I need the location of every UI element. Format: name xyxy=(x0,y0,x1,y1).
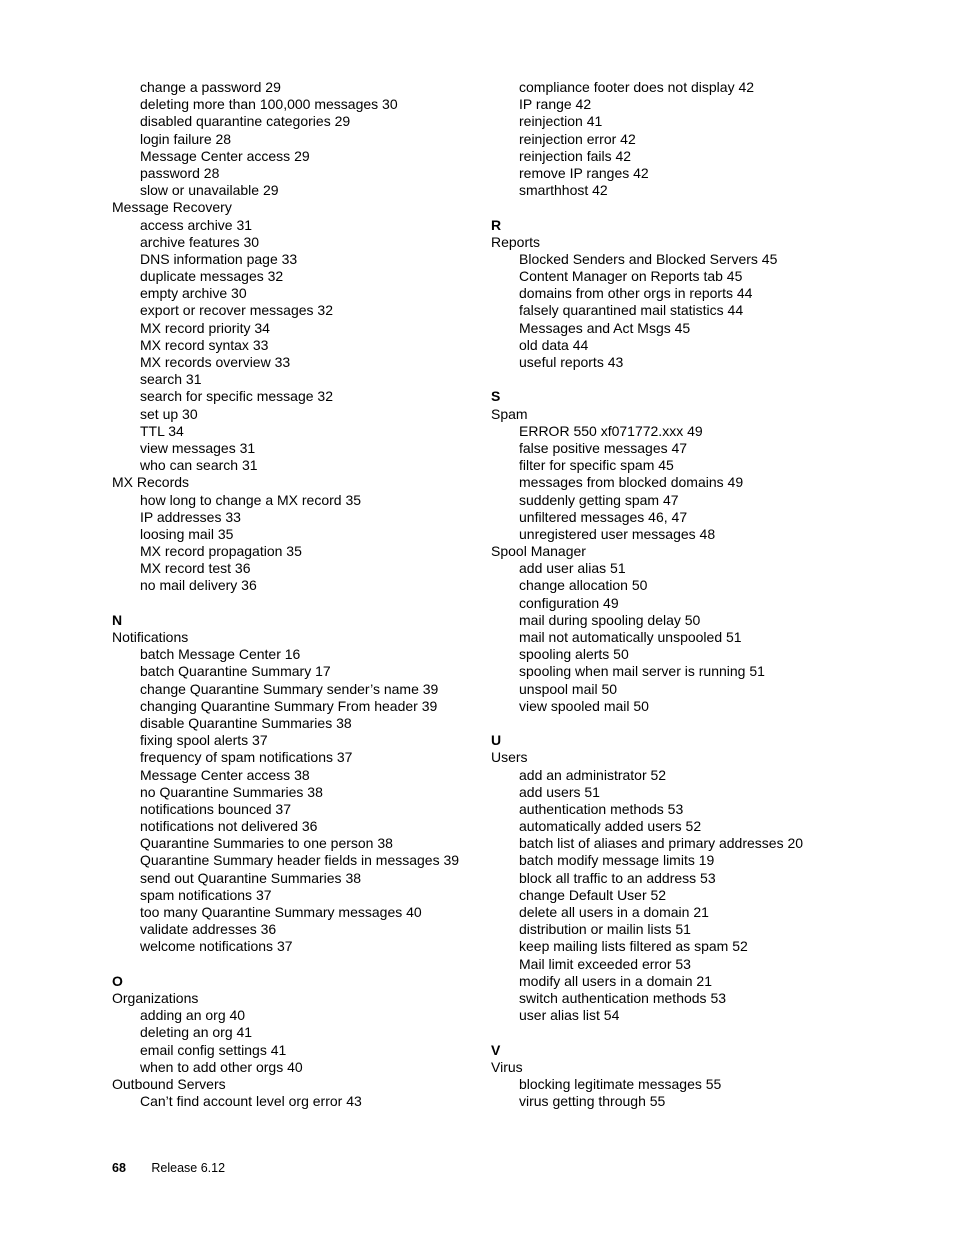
index-subentry: view spooled mail 50 xyxy=(519,697,649,714)
index-subentry: add an administrator 52 xyxy=(519,766,667,783)
index-subentry: mail not automatically unspooled 51 xyxy=(519,629,742,645)
index-subentry: fixing spool alerts 37 xyxy=(140,732,268,749)
index-subentry: distribution or mailin lists 51 xyxy=(519,921,691,938)
index-subentry: compliance footer does not display 42 xyxy=(519,79,755,95)
index-subentry: add users 51 xyxy=(519,783,600,800)
index-section-letter: R xyxy=(491,216,502,233)
index-spacer xyxy=(491,371,831,388)
index-subentry: unfiltered messages 46, 47 xyxy=(519,508,688,525)
index-entry: Notifications xyxy=(112,629,189,645)
index-subentry: password 28 xyxy=(140,164,220,181)
index-subentry: Message Center access 29 xyxy=(140,147,310,164)
index-subentry: Blocked Senders and Blocked Servers 45 xyxy=(519,250,778,267)
index-subentry: disable Quarantine Summaries 38 xyxy=(140,714,352,731)
index-subentry: slow or unavailable 29 xyxy=(140,182,279,199)
index-entry: MX Records xyxy=(112,474,190,491)
index-subentry: change Default User 52 xyxy=(519,886,667,903)
index-subentry: spam notifications 37 xyxy=(140,886,272,903)
index-subentry: send out Quarantine Summaries 38 xyxy=(140,869,362,886)
index-subentry: view messages 31 xyxy=(140,439,256,456)
index-subentry: change a password 29 xyxy=(140,79,281,95)
index-spacer xyxy=(491,1024,831,1041)
index-subentry: validate addresses 36 xyxy=(140,921,277,938)
index-right-column xyxy=(491,79,831,1110)
index-subentry: batch modify message limits 19 xyxy=(519,852,715,869)
index-subentry: Content Manager on Reports tab 45 xyxy=(519,268,743,285)
index-subentry: Mail limit exceeded error 53 xyxy=(519,955,691,972)
index-subentry: configuration 49 xyxy=(519,594,619,611)
index-subentry: loosing mail 35 xyxy=(140,525,234,542)
index-subentry: keep mailing lists filtered as spam 52 xyxy=(519,938,748,955)
index-subentry: notifications not delivered 36 xyxy=(140,818,318,835)
index-subentry: search 31 xyxy=(140,371,202,388)
index-subentry: reinjection error 42 xyxy=(519,130,636,147)
index-entry: Virus xyxy=(491,1058,523,1075)
index-subentry: how long to change a MX record 35 xyxy=(140,491,362,508)
index-entry: Message Recovery xyxy=(112,199,232,216)
index-subentry: Quarantine Summary header fields in messages 39 xyxy=(140,852,460,869)
index-subentry: batch list of aliases and primary addresses 20 xyxy=(519,835,804,852)
index-subentry: old data 44 xyxy=(519,336,589,353)
index-entry: Spam xyxy=(491,405,528,422)
index-subentry: welcome notifications 37 xyxy=(140,938,293,955)
index-subentry: empty archive 30 xyxy=(140,285,247,302)
index-subentry: spooling alerts 50 xyxy=(519,646,629,663)
index-spacer xyxy=(491,199,831,216)
index-section-letter: U xyxy=(491,732,502,749)
index-subentry: set up 30 xyxy=(140,405,198,422)
index-subentry: spooling when mail server is running 51 xyxy=(519,663,765,680)
index-subentry: domains from other orgs in reports 44 xyxy=(519,285,753,302)
index-subentry: filter for specific spam 45 xyxy=(519,457,674,474)
index-subentry: TTL 34 xyxy=(140,422,184,439)
index-entry: Outbound Servers xyxy=(112,1075,226,1092)
index-spacer xyxy=(112,595,482,612)
index-subentry: automatically added users 52 xyxy=(519,818,702,835)
index-subentry: unregistered user messages 48 xyxy=(519,525,716,542)
index-subentry: blocking legitimate messages 55 xyxy=(519,1075,722,1092)
index-subentry: Message Center access 38 xyxy=(140,766,310,783)
index-subentry: no Quarantine Summaries 38 xyxy=(140,783,323,800)
index-subentry: switch authentication methods 53 xyxy=(519,989,727,1006)
index-subentry: adding an org 40 xyxy=(140,1007,246,1024)
index-subentry: duplicate messages 32 xyxy=(140,268,284,285)
index-subentry: change Quarantine Summary sender’s name 39 xyxy=(140,680,439,697)
index-subentry: email config settings 41 xyxy=(140,1041,287,1058)
index-subentry: frequency of spam notifications 37 xyxy=(140,749,353,766)
index-subentry: batch Message Center 16 xyxy=(140,646,301,663)
release-label: Release 6.12 xyxy=(151,1161,226,1175)
index-entry: Reports xyxy=(491,233,541,250)
index-subentry: DNS information page 33 xyxy=(140,250,298,267)
index-subentry: export or recover messages 32 xyxy=(140,302,333,319)
index-subentry: smarthhost 42 xyxy=(519,182,608,199)
index-subentry: mail during spooling delay 50 xyxy=(519,611,701,628)
index-subentry: virus getting through 55 xyxy=(519,1093,666,1110)
index-subentry: no mail delivery 36 xyxy=(140,577,257,594)
index-section-letter: S xyxy=(491,388,501,405)
index-subentry: delete all users in a domain 21 xyxy=(519,904,709,920)
index-spacer xyxy=(112,956,482,973)
index-subentry: ERROR 550 xf071772.xxx 49 xyxy=(519,422,703,439)
index-subentry: Can’t find account level org error 43 xyxy=(140,1093,362,1110)
page-number: 68 xyxy=(112,1161,126,1175)
index-entry: Users xyxy=(491,749,528,766)
index-subentry: search for specific message 32 xyxy=(140,388,333,405)
index-subentry: user alias list 54 xyxy=(519,1007,620,1024)
index-subentry: unspool mail 50 xyxy=(519,680,618,697)
index-subentry: useful reports 43 xyxy=(519,354,624,370)
index-section-letter: O xyxy=(112,972,123,989)
index-entry: Spool Manager xyxy=(491,543,586,560)
index-subentry: reinjection fails 42 xyxy=(519,147,632,164)
index-subentry: IP range 42 xyxy=(519,96,592,113)
index-subentry: block all traffic to an address 53 xyxy=(519,869,716,886)
index-subentry: archive features 30 xyxy=(140,233,260,250)
index-subentry: MX record propagation 35 xyxy=(140,543,302,560)
index-subentry: Messages and Act Msgs 45 xyxy=(519,319,691,336)
index-subentry: batch Quarantine Summary 17 xyxy=(140,663,331,680)
index-subentry: changing Quarantine Summary From header 39 xyxy=(140,697,438,714)
index-section-letter: N xyxy=(112,611,123,628)
index-spacer xyxy=(491,715,831,732)
index-subentry: too many Quarantine Summary messages 40 xyxy=(140,904,422,920)
index-subentry: MX record syntax 33 xyxy=(140,336,269,353)
index-subentry: modify all users in a domain 21 xyxy=(519,972,712,989)
index-subentry: access archive 31 xyxy=(140,216,253,233)
index-subentry: MX records overview 33 xyxy=(140,354,291,370)
index-subentry: remove IP ranges 42 xyxy=(519,164,649,181)
index-subentry: change allocation 50 xyxy=(519,577,648,594)
index-subentry: authentication methods 53 xyxy=(519,800,684,817)
index-subentry: false positive messages 47 xyxy=(519,439,688,456)
index-left-column xyxy=(112,79,482,1110)
index-section-letter: V xyxy=(491,1041,501,1058)
index-subentry: who can search 31 xyxy=(140,457,258,474)
index-entry: Organizations xyxy=(112,989,199,1006)
index-subentry: IP addresses 33 xyxy=(140,508,241,525)
index-subentry: Quarantine Summaries to one person 38 xyxy=(140,835,393,852)
index-subentry: when to add other orgs 40 xyxy=(140,1058,303,1075)
index-subentry: notifications bounced 37 xyxy=(140,800,291,817)
page-footer xyxy=(112,1161,225,1175)
index-subentry: login failure 28 xyxy=(140,130,232,147)
index-subentry: falsely quarantined mail statistics 44 xyxy=(519,302,744,319)
index-subentry: MX record priority 34 xyxy=(140,319,270,336)
index-subentry: disabled quarantine categories 29 xyxy=(140,113,351,130)
index-subentry: deleting more than 100,000 messages 30 xyxy=(140,96,398,113)
index-subentry: reinjection 41 xyxy=(519,113,603,130)
index-subentry: MX record test 36 xyxy=(140,560,251,577)
index-subentry: deleting an org 41 xyxy=(140,1024,253,1041)
index-subentry: add user alias 51 xyxy=(519,560,626,577)
index-subentry: messages from blocked domains 49 xyxy=(519,474,744,491)
index-subentry: suddenly getting spam 47 xyxy=(519,491,679,508)
